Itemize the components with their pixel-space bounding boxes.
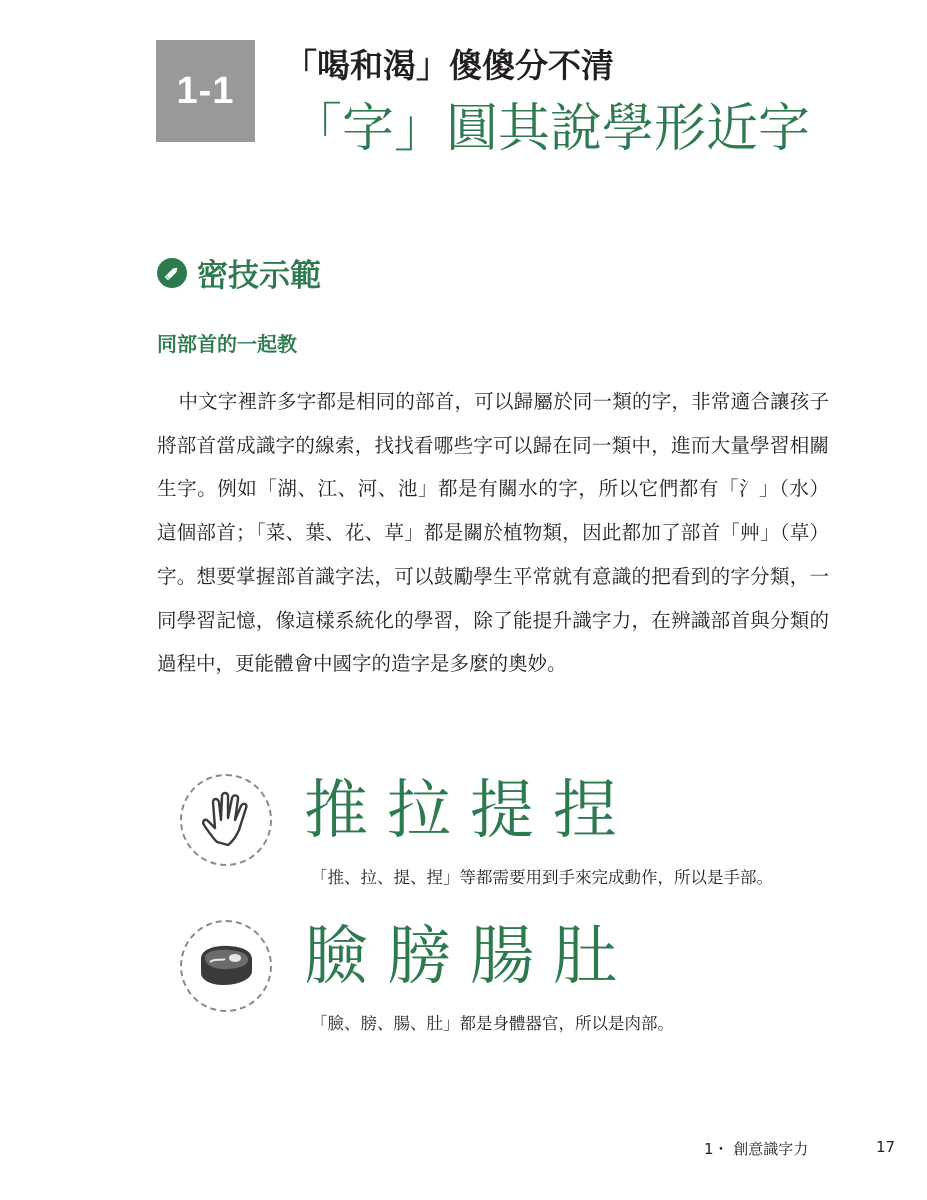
example-character: 拉 (387, 774, 451, 848)
example-character: 臉 (304, 920, 368, 994)
pencil-icon (157, 258, 187, 288)
section-subheading: 同部首的一起教 (157, 332, 297, 356)
section-heading (157, 250, 321, 295)
chapter-number-badge: 1-1 (156, 40, 255, 142)
lesson-subtitle: 「喝和渴」傻傻分不清 (284, 46, 614, 85)
example-caption: 「臉、膀、腸、肚」都是身體器官，所以是肉部。 (311, 1014, 674, 1033)
example-caption: 「推、拉、提、捏」等都需要用到手來完成動作，所以是手部。 (311, 868, 773, 887)
example-character: 膀 (387, 920, 451, 994)
page-number: 17 (876, 1138, 896, 1156)
footer-chapter-label: 1・ 創意識字力 (704, 1140, 809, 1158)
example-character: 肚 (553, 920, 617, 994)
example-character: 提 (470, 774, 534, 848)
lesson-title: 「字」圓其說學形近字 (290, 99, 811, 159)
meat-icon (180, 920, 272, 1012)
meat-radical-characters (304, 918, 617, 996)
body-paragraph: 中文字裡許多字都是相同的部首，可以歸屬於同一類的字，非常適合讓孩子將部首當成識字的線索，找找看哪些字可以歸在同一類中，進而大量學習相關生字。例如「湖、江、河、池」都是有關水的字，所以它們都有「氵」（水）這個部首；「菜、葉、花、草」都是關於植物類，因此都加了部首「艸」（草）字。想要掌握部首識字法，可以鼓勵學生平常就有意識的把看到的字分類，一同學習記憶，像這樣系統化的學習，除了能提升識字力，在辨識部首與分類的過程中，更能體會中國字的造字是多麼的奧妙。 (157, 390, 829, 676)
hand-icon (180, 774, 272, 866)
hand-radical-characters (304, 772, 617, 850)
section-title: 密技示範 (197, 258, 321, 294)
example-character: 推 (304, 774, 368, 848)
example-character: 腸 (470, 920, 534, 994)
example-character: 捏 (553, 774, 617, 848)
